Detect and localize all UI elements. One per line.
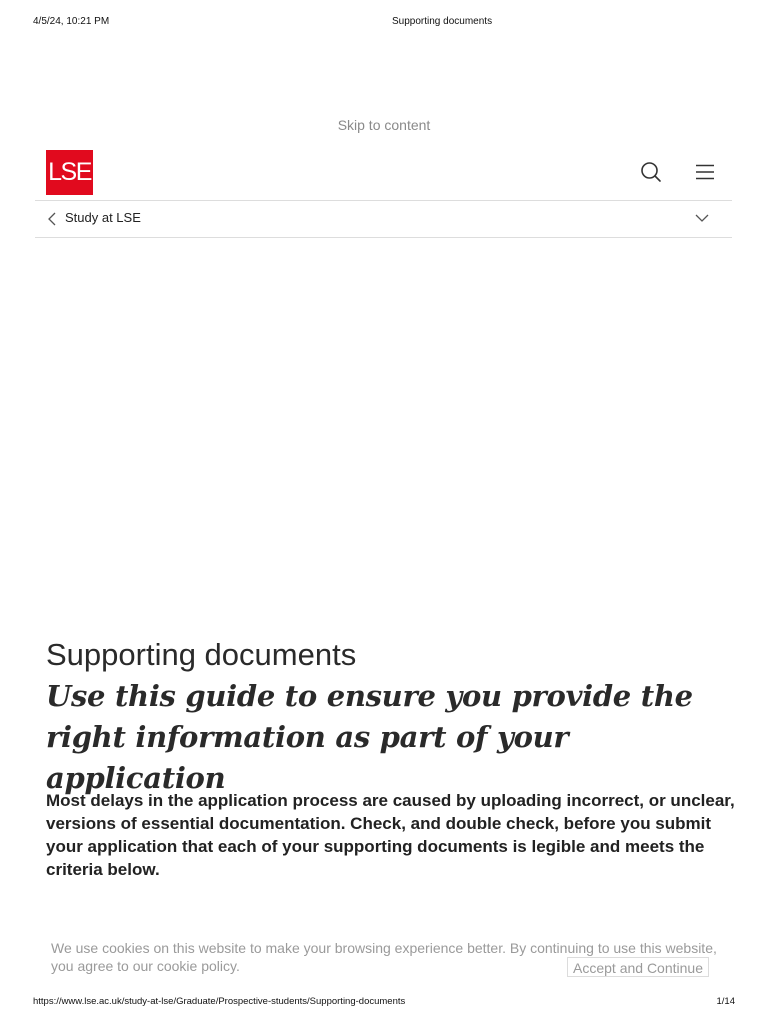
skip-to-content-link[interactable]: Skip to content <box>337 117 431 133</box>
print-datetime: 4/5/24, 10:21 PM <box>33 16 110 27</box>
breadcrumb[interactable] <box>35 201 732 237</box>
intro-paragraph: Most delays in the application process are caused by uploading incorrect, or unclear, versions of essential documentation. Check, and double check, before you submit your application that each of your supporting documents is legible and meets the criteria below. <box>46 791 735 879</box>
hamburger-menu-icon <box>692 159 718 185</box>
chevron-down-icon <box>694 212 710 224</box>
print-url: https://www.lse.ac.uk/study-at-lse/Graduate/Prospective-students/Supporting-documents <box>33 996 406 1007</box>
accept-cookies-button[interactable]: Accept and Continue <box>567 957 709 977</box>
page-subtitle: Use this guide to ensure you provide the right information as part of your application <box>46 679 693 795</box>
print-doc-title: Supporting documents <box>392 16 493 27</box>
print-footer <box>33 996 735 1010</box>
print-header <box>33 16 735 30</box>
menu-button[interactable] <box>692 159 718 185</box>
breadcrumb-label: Study at LSE <box>65 210 141 225</box>
search-button[interactable] <box>638 159 664 185</box>
breadcrumb-divider <box>35 237 732 238</box>
page-title: Supporting documents <box>46 637 357 672</box>
lse-logo[interactable]: LSE <box>46 150 93 195</box>
search-icon <box>638 159 664 185</box>
cookie-banner-text: We use cookies on this website to make your browsing experience better. By continuing to use this website, you agree to our cookie policy. <box>51 940 717 974</box>
print-page-number: 1/14 <box>716 996 735 1007</box>
chevron-left-icon <box>46 211 58 227</box>
